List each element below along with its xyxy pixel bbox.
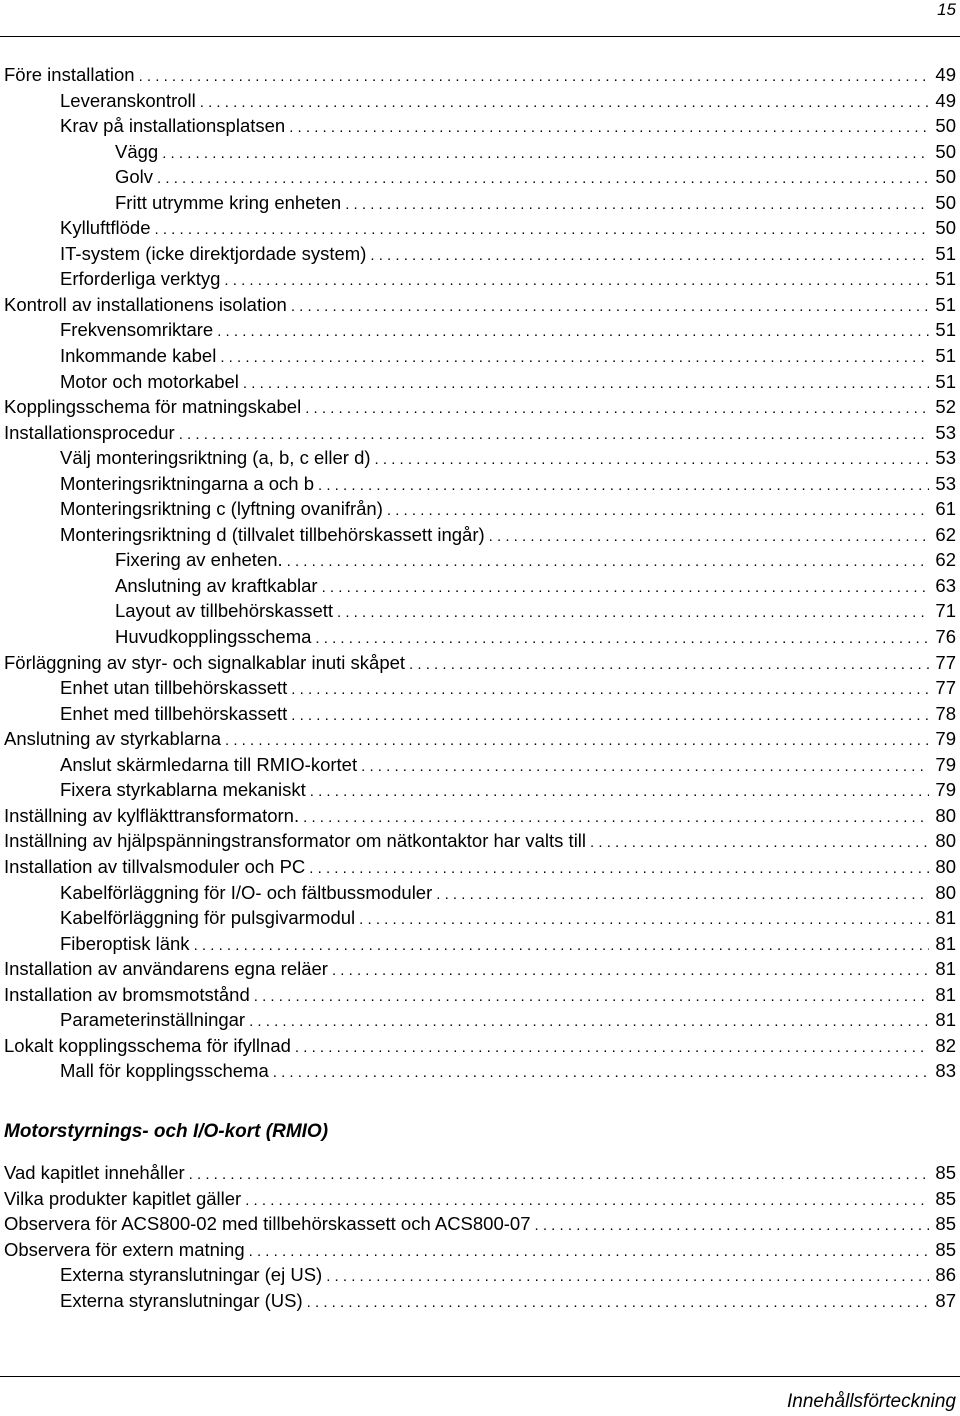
toc-entry[interactable]	[4, 650, 956, 676]
toc-dot-leader	[139, 64, 930, 88]
toc-entry-page: 79	[935, 753, 956, 775]
toc-entry[interactable]	[4, 905, 956, 931]
page-number: 15	[937, 0, 956, 19]
toc-entry-page: 79	[935, 779, 956, 801]
toc-entry-title: Kopplingsschema för matningskabel	[4, 396, 302, 418]
toc-entry[interactable]	[4, 445, 956, 471]
toc-dot-leader	[305, 396, 929, 420]
toc-dot-leader	[291, 677, 929, 701]
toc-entry[interactable]	[4, 292, 956, 318]
toc-dot-leader	[162, 141, 929, 165]
toc-dot-leader	[332, 958, 929, 982]
toc-dot-leader	[225, 728, 929, 752]
toc-entry-page: 81	[935, 1009, 956, 1031]
toc-entry-title: Inkommande kabel	[60, 345, 217, 367]
toc-entry[interactable]	[4, 931, 956, 957]
toc-entry-page: 61	[935, 498, 956, 520]
toc-dot-leader	[590, 830, 929, 854]
toc-dot-leader	[179, 422, 930, 446]
toc-dot-leader	[370, 243, 929, 267]
toc-entry-title: Layout av tillbehörskassett	[115, 600, 334, 622]
toc-entry-title: Motor och motorkabel	[60, 370, 239, 392]
toc-entry[interactable]	[4, 1186, 956, 1212]
toc-entry-title: Inställning av kylfläkttransformatorn.	[4, 804, 300, 826]
toc-dot-leader	[337, 600, 929, 624]
toc-entry-title: Leveranskontroll	[60, 89, 196, 111]
toc-entry-title: Vilka produkter kapitlet gäller	[4, 1187, 242, 1209]
toc-entry-title: Monteringsriktning d (tillvalet tillbehörskassett ingår)	[60, 523, 485, 545]
toc-entry-page: 51	[935, 345, 956, 367]
toc-entry[interactable]	[4, 624, 956, 650]
toc-entry-page: 51	[935, 268, 956, 290]
toc-entry-page: 83	[935, 1060, 956, 1082]
toc-dot-leader	[291, 703, 929, 727]
toc-entry-title: Anslut skärmledarna till RMIO-kortet	[60, 753, 358, 775]
toc-entry-title: Frekvensomriktare	[60, 319, 214, 341]
toc-entry-title: Monteringsriktning c (lyftning ovanifrån)	[60, 498, 383, 520]
toc-entry-title: Parameterinställningar	[60, 1009, 246, 1031]
toc-entry-page: 85	[935, 1187, 956, 1209]
toc-dot-leader	[375, 447, 930, 471]
toc-entry-page: 71	[935, 600, 956, 622]
toc-entry-title: Anslutning av kraftkablar	[115, 574, 318, 596]
toc-entry-title: Observera för ACS800-02 med tillbehörskassett och ACS800-07	[4, 1213, 531, 1235]
section-heading: Motorstyrnings- och I/O-kort (RMIO)	[4, 1121, 329, 1142]
toc-entry-title: Installation av bromsmotstånd	[4, 983, 250, 1005]
toc-list	[4, 62, 956, 1084]
toc-dot-leader	[224, 268, 929, 292]
toc-dot-leader	[436, 882, 929, 906]
toc-entry-title: Fixering av enheten.	[115, 549, 283, 571]
toc-dot-leader	[289, 115, 929, 139]
toc-dot-leader	[535, 1213, 930, 1237]
toc-entry-title: Inställning av hjälpspänningstransformator om nätkontaktor har valts till	[4, 830, 587, 852]
toc-entry[interactable]	[4, 573, 956, 599]
toc-dot-leader	[217, 319, 929, 343]
toc-entry-title: Vad kapitlet innehåller	[4, 1162, 185, 1183]
toc-dot-leader	[189, 1162, 930, 1186]
toc-entry[interactable]	[4, 726, 956, 752]
toc-entry[interactable]	[4, 1058, 956, 1084]
footer-rule	[0, 1376, 960, 1377]
toc-entry-title: Anslutning av styrkablarna	[4, 728, 221, 750]
toc-dot-leader	[295, 1035, 930, 1059]
toc-entry-page: 52	[935, 396, 956, 418]
toc-entry-title: Välj monteringsriktning (a, b, c eller d)	[60, 447, 371, 469]
toc-entry-page: 62	[935, 549, 956, 571]
toc-dot-leader	[359, 907, 929, 931]
toc-dot-leader	[318, 473, 929, 497]
footer-chapter-title: Innehållsförteckning	[787, 1391, 956, 1412]
toc-entry-page: 51	[935, 370, 956, 392]
toc-list-rmio	[4, 1160, 956, 1313]
toc-dot-leader	[194, 933, 930, 957]
toc-dot-leader	[310, 779, 930, 803]
toc-entry-page: 50	[935, 166, 956, 188]
toc-entry-title: Huvudkopplingsschema	[115, 626, 312, 648]
toc-entry-title: Lokalt kopplingsschema för ifyllnad	[4, 1034, 291, 1056]
toc-entry-page: 63	[935, 574, 956, 596]
toc-dot-leader	[326, 1264, 929, 1288]
toc-dot-leader	[200, 90, 930, 114]
toc-dot-leader	[243, 371, 930, 395]
toc-entry[interactable]	[4, 241, 956, 267]
toc-entry-title: Förläggning av styr- och signalkablar inuti skåpet	[4, 651, 406, 673]
toc-entry[interactable]	[4, 471, 956, 497]
toc-entry-page: 80	[935, 855, 956, 877]
toc-entry[interactable]	[4, 803, 956, 829]
toc-entry[interactable]	[4, 522, 956, 548]
toc-entry[interactable]	[4, 266, 956, 292]
toc-entry-title: Enhet utan tillbehörskassett	[60, 677, 288, 699]
toc-entry-page: 51	[935, 293, 956, 315]
toc-dot-leader	[249, 1009, 929, 1033]
toc-entry-page: 85	[935, 1162, 956, 1183]
toc-entry-page: 50	[935, 217, 956, 239]
toc-entry-title: Fritt utrymme kring enheten	[115, 191, 342, 213]
toc-entry[interactable]	[4, 982, 956, 1008]
toc-entry-page: 76	[935, 626, 956, 648]
toc-entry-page: 80	[935, 881, 956, 903]
toc-entry-title: Kabelförläggning för pulsgivarmodul	[60, 907, 356, 929]
toc-entry[interactable]	[4, 496, 956, 522]
toc-entry[interactable]	[4, 1288, 956, 1314]
toc-entry[interactable]	[4, 113, 956, 139]
toc-entry-page: 81	[935, 983, 956, 1005]
toc-entry-page: 80	[935, 804, 956, 826]
toc-entry-page: 53	[935, 421, 956, 443]
toc-entry[interactable]	[4, 190, 956, 216]
toc-entry[interactable]	[4, 828, 956, 854]
toc-entry-page: 82	[935, 1034, 956, 1056]
toc-dot-leader	[287, 549, 930, 573]
toc-entry[interactable]	[4, 1211, 956, 1237]
toc-dot-leader	[155, 217, 930, 241]
toc-entry[interactable]	[4, 701, 956, 727]
toc-entry[interactable]	[4, 1237, 956, 1263]
toc-entry-title: Erforderliga verktyg	[60, 268, 221, 290]
toc-entry-page: 53	[935, 472, 956, 494]
toc-entry-page: 77	[935, 677, 956, 699]
toc-entry-title: Fiberoptisk länk	[60, 932, 190, 954]
toc-entry-page: 51	[935, 242, 956, 264]
toc-entry-title: Installationsprocedur	[4, 421, 175, 443]
toc-entry[interactable]	[4, 956, 956, 982]
toc-entry[interactable]	[4, 1033, 956, 1059]
toc-entry-page: 81	[935, 932, 956, 954]
toc-dot-leader	[322, 575, 930, 599]
toc-entry[interactable]	[4, 1262, 956, 1288]
toc-entry-title: Golv	[115, 166, 154, 188]
toc-entry-page: 77	[935, 651, 956, 673]
toc-entry-title: Mall för kopplingsschema	[60, 1060, 269, 1082]
toc-entry[interactable]	[4, 854, 956, 880]
toc-entry-page: 50	[935, 140, 956, 162]
toc-entry[interactable]	[4, 164, 956, 190]
toc-entry[interactable]	[4, 420, 956, 446]
toc-entry-title: Installation av användarens egna reläer	[4, 958, 328, 980]
toc-entry-page: 79	[935, 728, 956, 750]
toc-entry[interactable]	[4, 139, 956, 165]
toc-entry[interactable]	[4, 369, 956, 395]
toc-entry-title: Kontroll av installationens isolation	[4, 293, 287, 315]
toc-entry[interactable]	[4, 62, 956, 88]
toc-entry-title: Kylluftflöde	[60, 217, 151, 239]
toc-entry-title: Före installation	[4, 64, 135, 85]
toc-entry[interactable]	[4, 317, 956, 343]
toc-entry-page: 86	[935, 1264, 956, 1286]
toc-entry-page: 62	[935, 523, 956, 545]
toc-entry-title: Krav på installationsplatsen	[60, 115, 286, 137]
toc-dot-leader	[307, 1290, 930, 1314]
toc-entry[interactable]	[4, 752, 956, 778]
toc-dot-leader	[220, 345, 929, 369]
toc-entry-page: 78	[935, 702, 956, 724]
toc-entry-page: 51	[935, 319, 956, 341]
toc-dot-leader	[303, 805, 929, 829]
toc-entry[interactable]	[4, 88, 956, 114]
toc-dot-leader	[409, 652, 929, 676]
toc-entry[interactable]	[4, 598, 956, 624]
toc-entry-title: Observera för extern matning	[4, 1238, 245, 1260]
toc-entry[interactable]	[4, 215, 956, 241]
toc-entry-page: 87	[935, 1289, 956, 1311]
toc-entry-page: 85	[935, 1238, 956, 1260]
toc-dot-leader	[291, 294, 930, 318]
toc-entry-page: 81	[935, 958, 956, 980]
toc-entry[interactable]	[4, 675, 956, 701]
toc-entry[interactable]	[4, 343, 956, 369]
toc-entry[interactable]	[4, 1160, 956, 1186]
toc-entry-title: Fixera styrkablarna mekaniskt	[60, 779, 306, 801]
toc-dot-leader	[361, 754, 929, 778]
toc-entry-page: 85	[935, 1213, 956, 1235]
toc-entry-title: Externa styranslutningar (ej US)	[60, 1264, 323, 1286]
toc-entry-page: 80	[935, 830, 956, 852]
toc-dot-leader	[249, 1239, 930, 1263]
toc-dot-leader	[254, 984, 930, 1008]
toc-entry[interactable]	[4, 547, 956, 573]
toc-entry-page: 49	[935, 89, 956, 111]
toc-entry[interactable]	[4, 1007, 956, 1033]
toc-dot-leader	[315, 626, 929, 650]
toc-dot-leader	[345, 192, 929, 216]
toc-entry-title: Vägg	[115, 140, 159, 162]
toc-entry-page: 53	[935, 447, 956, 469]
toc-dot-leader	[489, 524, 930, 548]
toc-entry-title: Enhet med tillbehörskassett	[60, 702, 288, 724]
toc-entry-title: IT-system (icke direktjordade system)	[60, 242, 367, 264]
toc-dot-leader	[157, 166, 929, 190]
header-rule	[0, 36, 960, 37]
toc-entry[interactable]	[4, 777, 956, 803]
toc-entry-page: 50	[935, 191, 956, 213]
toc-entry-page: 50	[935, 115, 956, 137]
toc-entry-title: Monteringsriktningarna a och b	[60, 472, 315, 494]
toc-dot-leader	[387, 498, 930, 522]
toc-entry-page: 81	[935, 907, 956, 929]
toc-entry[interactable]	[4, 394, 956, 420]
toc-entry[interactable]	[4, 880, 956, 906]
toc-entry-title: Kabelförläggning för I/O- och fältbussmoduler	[60, 881, 433, 903]
toc-entry-title: Externa styranslutningar (US)	[60, 1289, 303, 1311]
toc-dot-leader	[273, 1060, 930, 1084]
toc-dot-leader	[245, 1188, 929, 1212]
toc-entry-page: 49	[935, 64, 956, 85]
toc-entry-title: Installation av tillvalsmoduler och PC	[4, 855, 306, 877]
toc-dot-leader	[309, 856, 929, 880]
